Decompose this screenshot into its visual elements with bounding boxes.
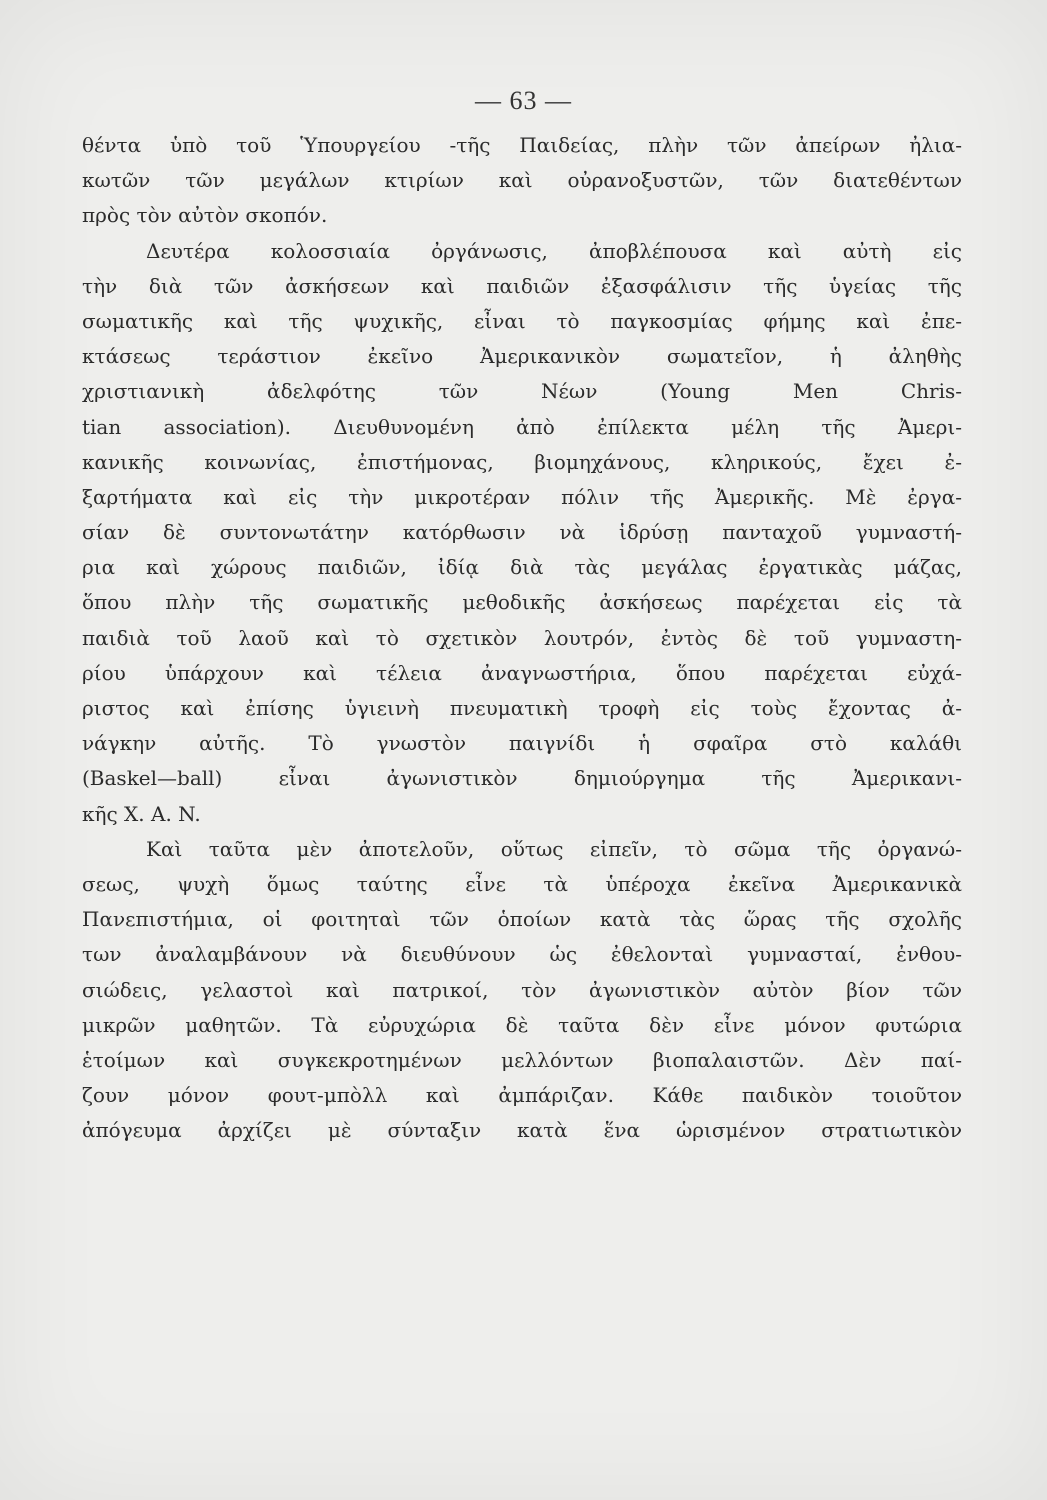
text-line: ὅπου πλὴν τῆς σωματικῆς μεθοδικῆς ἀσκήσεως παρέχεται εἰς τὰ: [82, 590, 962, 615]
text-line: tian association). Διευθυνομένη ἀπὸ ἐπίλεκτα μέλη τῆς Ἀμερι-: [82, 414, 962, 439]
text-line: νάγκην αὐτῆς. Τὸ γνωστὸν παιγνίδι ἡ σφαῖρα στὸ καλάθι: [82, 731, 962, 756]
page-number: — 63 —: [475, 86, 572, 115]
text-line: ἀπόγευμα ἀρχίζει μὲ σύνταξιν κατὰ ἕνα ὡρισμένον στρατιωτικὸν: [82, 1118, 962, 1143]
text-line: ρια καὶ χώρους παιδιῶν, ἰδίᾳ διὰ τὰς μεγάλας ἐργατικὰς μάζας,: [82, 555, 962, 580]
text-line: (Baskel—ball) εἶναι ἀγωνιστικὸν δημιούργημα τῆς Ἀμερικανι-: [82, 766, 962, 791]
text-line: χριστιανικὴ ἀδελφότης τῶν Νέων (Young Men Chris-: [82, 379, 962, 404]
text-line: ρίου ὑπάρχουν καὶ τέλεια ἀναγνωστήρια, ὅπου παρέχεται εὐχά-: [82, 660, 962, 685]
text-line: σεως, ψυχὴ ὅμως ταύτης εἶνε τὰ ὑπέροχα ἐκεῖνα Ἀμερικανικὰ: [82, 871, 962, 896]
text-line: ἑτοίμων καὶ συγκεκροτημένων μελλόντων βιοπαλαιστῶν. Δὲν παί-: [82, 1047, 962, 1072]
text-line: ξαρτήματα καὶ εἰς τὴν μικροτέραν πόλιν τῆς Ἀμερικῆς. Μὲ ἐργα-: [82, 484, 962, 509]
text-line: πρὸς τὸν αὐτὸν σκοπόν.: [82, 203, 328, 228]
text-line: Δευτέρα κολοσσιαία ὀργάνωσις, ἀποβλέπουσα καὶ αὐτὴ εἰς: [146, 238, 962, 263]
text-line: σιώδεις, γελαστοὶ καὶ πατρικοί, τὸν ἀγωνιστικὸν αὐτὸν βίον τῶν: [82, 977, 962, 1002]
text-line: κωτῶν τῶν μεγάλων κτιρίων καὶ οὐρανοξυστῶν, τῶν διατεθέντων: [82, 168, 962, 193]
text-line: θέντα ὑπὸ τοῦ Ὑπουργείου -τῆς Παιδείας, πλὴν τῶν ἀπείρων ἠλια-: [82, 133, 962, 157]
text-line: παιδιὰ τοῦ λαοῦ καὶ τὸ σχετικὸν λουτρόν, ἐντὸς δὲ τοῦ γυμναστη-: [82, 625, 962, 650]
text-line: ριστος καὶ ἐπίσης ὑγιεινὴ πνευματικὴ τροφὴ εἰς τοὺς ἔχοντας ἀ-: [82, 696, 962, 720]
text-line: ζουν μόνον φουτ-μπὸλλ καὶ ἀμπάριζαν. Κάθε παιδικὸν τοιοῦτον: [82, 1083, 962, 1108]
text-line: των ἀναλαμβάνουν νὰ διευθύνουν ὡς ἐθελονταὶ γυμνασταί, ἐνθου-: [82, 942, 962, 967]
text-line: κανικῆς κοινωνίας, ἐπιστήμονας, βιομηχάνους, κληρικούς, ἔχει ἐ-: [82, 449, 962, 474]
text-line: κτάσεως τεράστιον ἐκεῖνο Ἀμερικανικὸν σωματεῖον, ἡ ἀληθὴς: [82, 344, 962, 369]
text-line: σίαν δὲ συντονωτάτην κατόρθωσιν νὰ ἱδρύσῃ πανταχοῦ γυμναστή-: [82, 520, 962, 545]
body-text: [82, 128, 962, 1148]
text-line: μικρῶν μαθητῶν. Τὰ εὐρυχώρια δὲ ταῦτα δὲν εἶνε μόνον φυτώρια: [82, 1012, 962, 1037]
text-line: Καὶ ταῦτα μὲν ἀποτελοῦν, οὕτως εἰπεῖν, τὸ σῶμα τῆς ὀργανώ-: [146, 836, 962, 861]
text-line: τὴν διὰ τῶν ἀσκήσεων καὶ παιδιῶν ἐξασφάλισιν τῆς ὑγείας τῆς: [82, 273, 962, 298]
text-line: σωματικῆς καὶ τῆς ψυχικῆς, εἶναι τὸ παγκοσμίας φήμης καὶ ἐπε-: [82, 308, 962, 333]
text-line: Πανεπιστήμια, οἱ φοιτηταὶ τῶν ὁποίων κατὰ τὰς ὥρας τῆς σχολῆς: [82, 907, 962, 932]
text-line: κῆς X. A. N.: [82, 801, 201, 826]
